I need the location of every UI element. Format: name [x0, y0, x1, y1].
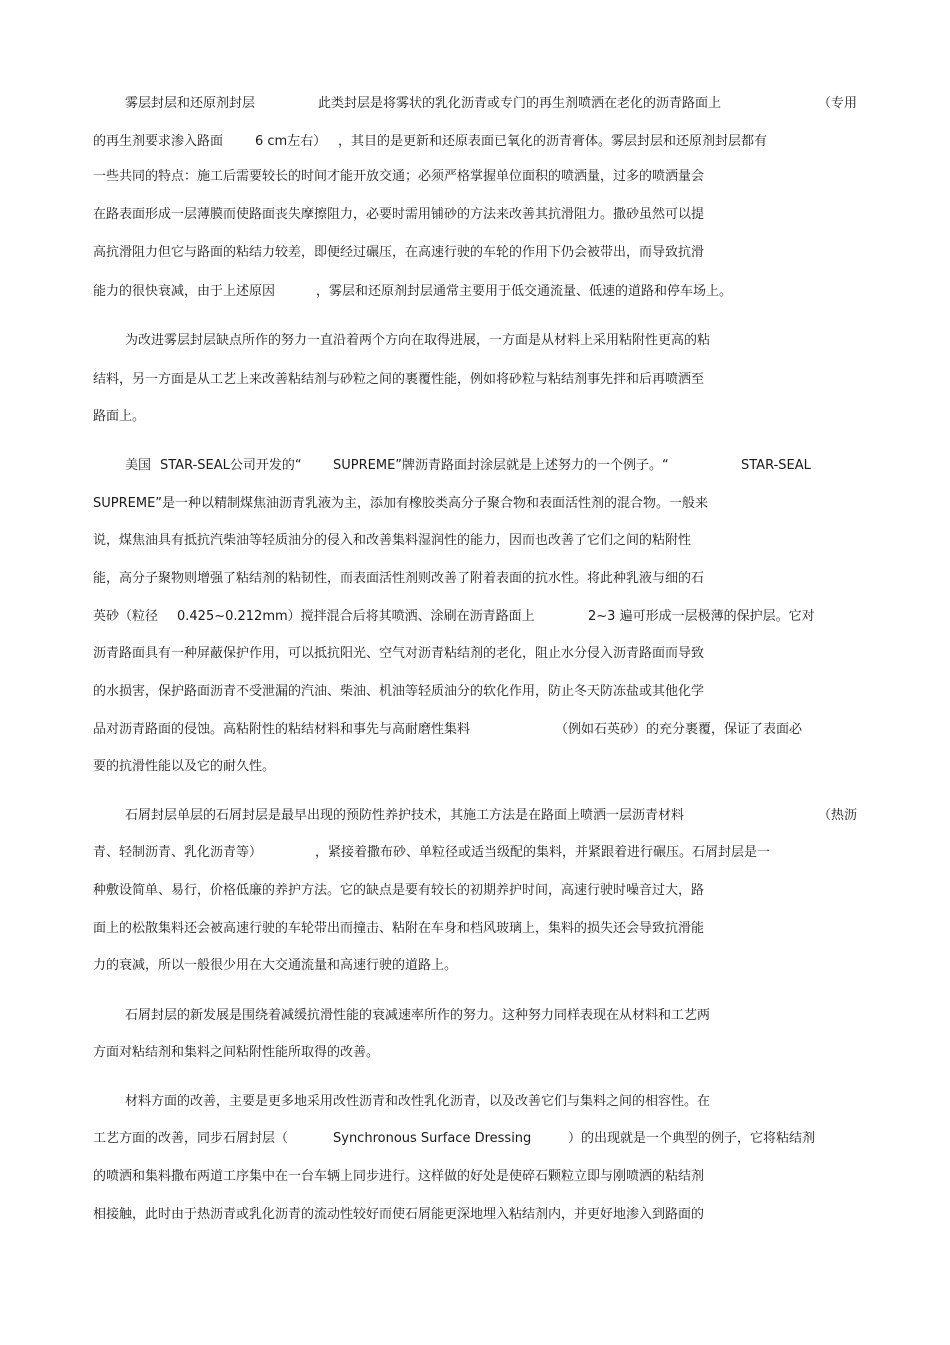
text-line: 石屑封层的新发展是围绕着减缓抗滑性能的衰减速率所作的努力。这种努力同样表现在从材料和工艺两	[125, 1008, 711, 1023]
text-line: 能力的很快衰减，由于上述原因	[93, 284, 276, 299]
text-line: 美国	[125, 458, 152, 473]
text-line: 为改进雾层封层缺点所作的努力一直沿着两个方向在取得进展，一方面是从材料上采用粘附性更高的粘	[125, 333, 711, 348]
text-line: STAR-SEAL	[741, 458, 811, 473]
text-line: 种敷设简单、易行，价格低廉的养护方法。它的缺点是要有较长的初期养护时间，高速行驶时噪音过大，路	[93, 883, 705, 898]
text-line: 说，煤焦油具有抵抗汽柴油等轻质油分的侵入和改善集料湿润性的能力，因而也改善了它们之间的粘附性	[93, 533, 692, 548]
text-line: STAR-SEAL公司开发的“	[160, 458, 302, 473]
text-line: 一些共同的特点：施工后需要较长的时间才能开放交通；必须严格掌握单位面积的喷洒量，过多的喷洒量会	[93, 169, 705, 184]
text-line: （例如石英砂）的充分裹覆，保证了表面必	[555, 722, 803, 737]
text-line: 结料，另一方面是从工艺上来改善粘结剂与砂粒之间的裹覆性能，例如将砂粒与粘结剂事先拌和后再喷洒至	[93, 372, 705, 387]
text-line: 的水损害，保护路面沥青不受泄漏的汽油、柴油、机油等轻质油分的软化作用，防止冬天防冻盐或其他化学	[93, 684, 705, 699]
text-line: ，紧接着撒布砂、单粒径或适当级配的集料，并紧跟着进行碾压。石屑封层是一	[315, 845, 771, 860]
text-line: 在路表面形成一层薄膜而使路面丧失摩擦阻力，必要时需用铺砂的方法来改善其抗滑阻力。撒砂虽然可以提	[93, 207, 705, 222]
text-line: ，其目的是更新和还原表面已氧化的沥青膏体。雾层封层和还原剂封层都有	[338, 134, 768, 149]
text-line: 沥青路面具有一种屏蔽保护作用，可以抵抗阳光、空气对沥青粘结剂的老化，阻止水分侵入沥青路面而导致	[93, 646, 705, 661]
text-line: 相接触，此时由于热沥青或乳化沥青的流动性较好而使石屑能更深地埋入粘结剂内，并更好地渗入到路面的	[93, 1207, 705, 1222]
text-line: SUPREME”牌沥青路面封涂层就是上述努力的一个例子。“	[333, 458, 669, 473]
text-line: 高抗滑阻力但它与路面的粘结力较差，即便经过碾压，在高速行驶的车轮的作用下仍会被带出，而导致抗滑	[93, 245, 705, 260]
text-line: 2~3 遍可形成一层极薄的保护层。它对	[588, 609, 815, 624]
text-line: 工艺方面的改善，同步石屑封层（	[93, 1131, 289, 1146]
text-line: 材料方面的改善，主要是更多地采用改性沥青和改性乳化沥青，以及改善它们与集料之间的相容性。在	[125, 1094, 711, 1109]
text-line: ）的出现就是一个典型的例子，它将粘结剂	[568, 1131, 816, 1146]
text-line: （专用	[818, 96, 858, 111]
text-line: 方面对粘结剂和集料之间粘附性能所取得的改善。	[93, 1045, 380, 1060]
text-line: 0.425~0.212mm）搅拌混合后将其喷洒、涂刷在沥青路面上	[177, 609, 535, 624]
text-line: SUPREME”是一种以精制煤焦油沥青乳液为主，添加有橡胶类高分子聚合物和表面活性剂的混合物。一般来	[93, 496, 709, 511]
text-line: 力的衰减，所以一般很少用在大交通流量和高速行驶的道路上。	[93, 958, 458, 973]
text-line: Synchronous Surface Dressing	[333, 1131, 532, 1146]
text-line: 面上的松散集料还会被高速行驶的车轮带出而撞击、粘附在车身和档风玻璃上，集料的损失还会导致抗滑能	[93, 921, 705, 936]
text-line: 6 cm左右）	[255, 134, 327, 149]
text-line: 路面上。	[93, 409, 146, 424]
text-line: 此类封层是将雾状的乳化沥青或专门的再生剂喷洒在老化的沥青路面上	[318, 96, 722, 111]
text-line: 英砂（粒径	[93, 609, 159, 624]
text-line: ，雾层和还原剂封层通常主要用于低交通流量、低速的道路和停车场上。	[316, 284, 733, 299]
text-line: 雾层封层和还原剂封层	[125, 96, 256, 111]
text-line: 品对沥青路面的侵蚀。高粘附性的粘结材料和事先与高耐磨性集料	[93, 722, 471, 737]
text-line: 的喷洒和集料撒布两道工序集中在一台车辆上同步进行。这样做的好处是使碎石颗粒立即与刚喷洒的粘结剂	[93, 1169, 705, 1184]
text-line: 石屑封层单层的石屑封层是最早出现的预防性养护技术，其施工方法是在路面上喷洒一层沥青材料	[125, 808, 685, 823]
text-line: 的再生剂要求渗入路面	[93, 134, 224, 149]
text-line: 青、轻制沥青、乳化沥青等）	[93, 845, 263, 860]
text-line: 要的抗滑性能以及它的耐久性。	[93, 759, 276, 774]
text-line: （热沥	[818, 808, 858, 823]
text-line: 能，高分子聚物则增强了粘结剂的粘韧性，而表面活性剂则改善了附着表面的抗水性。将此种乳液与细的石	[93, 571, 705, 586]
